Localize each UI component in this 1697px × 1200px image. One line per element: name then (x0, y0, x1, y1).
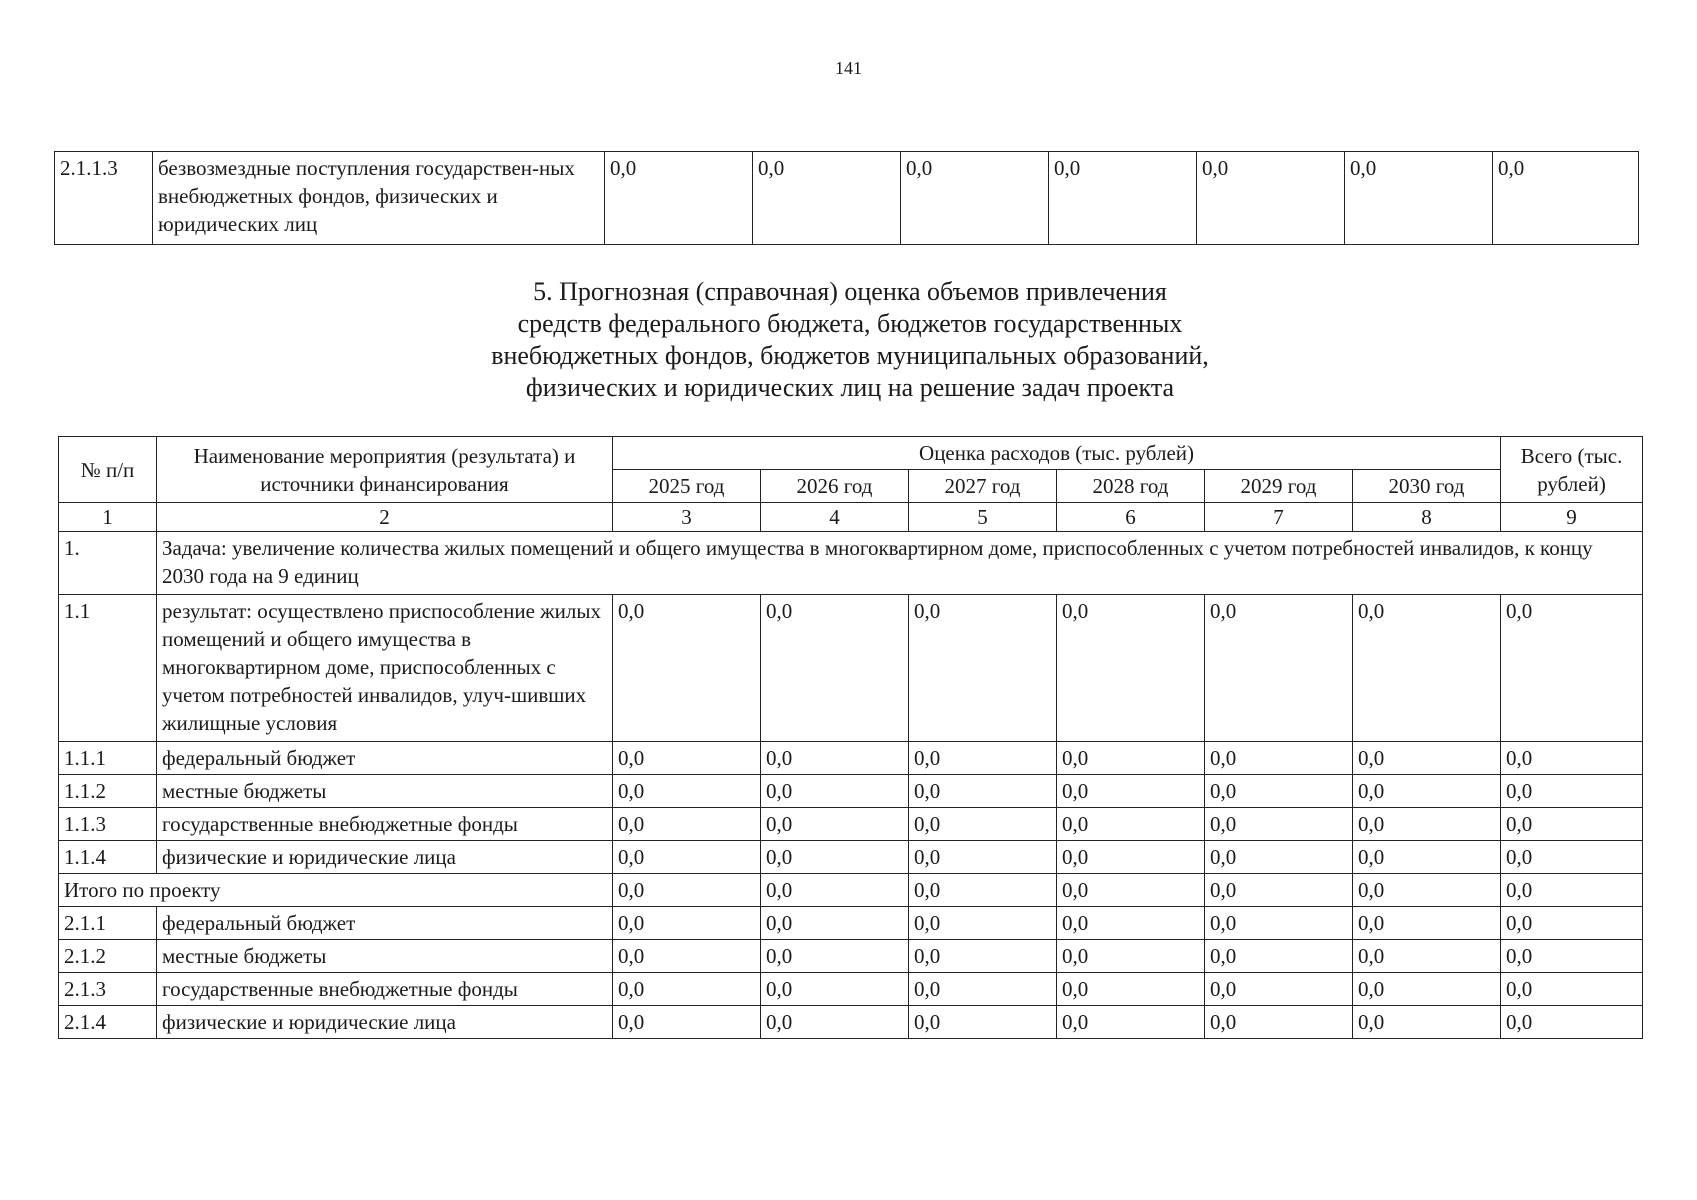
header-row (59, 437, 1643, 470)
value-cell: 0,0 (1501, 841, 1643, 874)
value-cell: 0,0 (901, 152, 1049, 245)
row-code: 2.1.3 (59, 973, 157, 1006)
value-cell: 0,0 (613, 1006, 761, 1039)
table-row (59, 940, 1643, 973)
header-year: 2030 год (1353, 470, 1501, 503)
value-cell: 0,0 (1353, 940, 1501, 973)
value-cell: 0,0 (1501, 940, 1643, 973)
value-cell: 0,0 (1501, 907, 1643, 940)
value-cell: 0,0 (605, 152, 753, 245)
value-cell: 0,0 (1501, 775, 1643, 808)
total-row (59, 874, 1643, 907)
value-cell: 0,0 (1501, 742, 1643, 775)
value-cell: 0,0 (613, 973, 761, 1006)
total-label: Итого по проекту (59, 874, 613, 907)
task-code: 1. (59, 532, 157, 595)
row-name: федеральный бюджет (157, 907, 613, 940)
value-cell: 0,0 (909, 874, 1057, 907)
value-cell: 0,0 (1205, 874, 1353, 907)
value-cell: 0,0 (1205, 595, 1353, 742)
table-row (59, 742, 1643, 775)
value-cell: 0,0 (1205, 742, 1353, 775)
table-row (59, 973, 1643, 1006)
value-cell: 0,0 (613, 907, 761, 940)
column-number: 2 (157, 503, 613, 532)
header-year: 2029 год (1205, 470, 1353, 503)
value-cell: 0,0 (1501, 973, 1643, 1006)
value-cell: 0,0 (1353, 775, 1501, 808)
value-cell: 0,0 (1057, 874, 1205, 907)
value-cell: 0,0 (1353, 1006, 1501, 1039)
value-cell: 0,0 (1205, 775, 1353, 808)
value-cell: 0,0 (1057, 775, 1205, 808)
value-cell: 0,0 (761, 973, 909, 1006)
funding-estimate-table (58, 436, 1643, 1039)
column-number: 6 (1057, 503, 1205, 532)
value-cell: 0,0 (1501, 808, 1643, 841)
value-cell: 0,0 (909, 973, 1057, 1006)
value-cell: 0,0 (909, 841, 1057, 874)
value-cell: 0,0 (1057, 742, 1205, 775)
row-name: местные бюджеты (157, 775, 613, 808)
value-cell: 0,0 (909, 1006, 1057, 1039)
value-cell: 0,0 (1057, 973, 1205, 1006)
header-year: 2027 год (909, 470, 1057, 503)
continued-table (54, 151, 1639, 245)
section-title-line: физических и юридических лиц на решение задач проекта (525, 373, 1175, 402)
value-cell: 0,0 (909, 808, 1057, 841)
value-cell: 0,0 (1057, 595, 1205, 742)
value-cell: 0,0 (613, 742, 761, 775)
row-name: безвозмездные поступления государствен-ных внебюджетных фондов, физических и юридических лиц (153, 152, 605, 245)
value-cell: 0,0 (613, 874, 761, 907)
header-year: 2025 год (613, 470, 761, 503)
value-cell: 0,0 (1493, 152, 1639, 245)
value-cell: 0,0 (1057, 907, 1205, 940)
value-cell: 0,0 (1205, 841, 1353, 874)
task-text: Задача: увеличение количества жилых помещений и общего имущества в многоквартирном доме, приспособленных с учетом потребностей инвалидов, к концу 2030 года на 9 единиц (157, 532, 1643, 595)
value-cell: 0,0 (1057, 841, 1205, 874)
value-cell: 0,0 (1353, 841, 1501, 874)
task-row (59, 532, 1643, 595)
row-code: 2.1.1.3 (55, 152, 153, 245)
table-row (59, 907, 1643, 940)
value-cell: 0,0 (1049, 152, 1197, 245)
table-row (55, 152, 1639, 245)
section-title-line: средств федерального бюджета, бюджетов государственных (517, 309, 1183, 338)
row-name: местные бюджеты (157, 940, 613, 973)
header-name: Наименование мероприятия (результата) и источники финансирования (157, 437, 613, 503)
column-number: 7 (1205, 503, 1353, 532)
column-number: 1 (59, 503, 157, 532)
column-number-row (59, 503, 1643, 532)
value-cell: 0,0 (1205, 808, 1353, 841)
value-cell: 0,0 (1057, 808, 1205, 841)
table-row (59, 808, 1643, 841)
value-cell: 0,0 (1353, 973, 1501, 1006)
row-code: 2.1.2 (59, 940, 157, 973)
row-code: 2.1.4 (59, 1006, 157, 1039)
value-cell: 0,0 (1197, 152, 1345, 245)
value-cell: 0,0 (1205, 1006, 1353, 1039)
value-cell: 0,0 (761, 1006, 909, 1039)
value-cell: 0,0 (1353, 742, 1501, 775)
value-cell: 0,0 (613, 841, 761, 874)
value-cell: 0,0 (1057, 1006, 1205, 1039)
row-code: 2.1.1 (59, 907, 157, 940)
value-cell: 0,0 (909, 907, 1057, 940)
value-cell: 0,0 (1205, 940, 1353, 973)
row-code: 1.1.3 (59, 808, 157, 841)
column-number: 9 (1501, 503, 1643, 532)
value-cell: 0,0 (1353, 595, 1501, 742)
value-cell: 0,0 (761, 742, 909, 775)
value-cell: 0,0 (909, 940, 1057, 973)
row-name: физические и юридические лица (157, 841, 613, 874)
section-title-line: 5. Прогнозная (справочная) оценка объемов привлечения (533, 277, 1167, 306)
value-cell: 0,0 (613, 940, 761, 973)
column-number: 3 (613, 503, 761, 532)
value-cell: 0,0 (761, 841, 909, 874)
value-cell: 0,0 (909, 742, 1057, 775)
column-number: 8 (1353, 503, 1501, 532)
result-code: 1.1 (59, 595, 157, 742)
value-cell: 0,0 (613, 808, 761, 841)
row-code: 1.1.4 (59, 841, 157, 874)
value-cell: 0,0 (1353, 874, 1501, 907)
section-title (380, 276, 1320, 404)
table-row (59, 1006, 1643, 1039)
value-cell: 0,0 (1345, 152, 1493, 245)
page-number: 141 (835, 58, 862, 78)
result-text: результат: осуществлено приспособление жилых помещений и общего имущества в многоквартирном доме, приспособленных с учетом потребностей инвалидов, улуч-шивших жилищные условия (157, 595, 613, 742)
row-name: государственные внебюджетные фонды (157, 973, 613, 1006)
row-name: государственные внебюджетные фонды (157, 808, 613, 841)
row-name: федеральный бюджет (157, 742, 613, 775)
table-row (59, 775, 1643, 808)
value-cell: 0,0 (1501, 874, 1643, 907)
value-cell: 0,0 (761, 595, 909, 742)
value-cell: 0,0 (1205, 907, 1353, 940)
value-cell: 0,0 (909, 775, 1057, 808)
value-cell: 0,0 (1205, 973, 1353, 1006)
value-cell: 0,0 (761, 775, 909, 808)
header-estimate: Оценка расходов (тыс. рублей) (613, 437, 1501, 470)
column-number: 5 (909, 503, 1057, 532)
value-cell: 0,0 (909, 595, 1057, 742)
column-number: 4 (761, 503, 909, 532)
row-code: 1.1.2 (59, 775, 157, 808)
value-cell: 0,0 (613, 595, 761, 742)
value-cell: 0,0 (613, 775, 761, 808)
result-row (59, 595, 1643, 742)
header-year: 2026 год (761, 470, 909, 503)
table-row (59, 841, 1643, 874)
value-cell: 0,0 (1353, 808, 1501, 841)
value-cell: 0,0 (1353, 907, 1501, 940)
header-num: № п/п (59, 437, 157, 503)
value-cell: 0,0 (761, 808, 909, 841)
value-cell: 0,0 (761, 940, 909, 973)
value-cell: 0,0 (1501, 595, 1643, 742)
section-title-line: внебюджетных фондов, бюджетов муниципальных образований, (491, 341, 1209, 370)
header-total: Всего (тыс. рублей) (1501, 437, 1643, 503)
row-name: физические и юридические лица (157, 1006, 613, 1039)
value-cell: 0,0 (753, 152, 901, 245)
value-cell: 0,0 (1057, 940, 1205, 973)
value-cell: 0,0 (761, 874, 909, 907)
header-year: 2028 год (1057, 470, 1205, 503)
value-cell: 0,0 (1501, 1006, 1643, 1039)
value-cell: 0,0 (761, 907, 909, 940)
row-code: 1.1.1 (59, 742, 157, 775)
